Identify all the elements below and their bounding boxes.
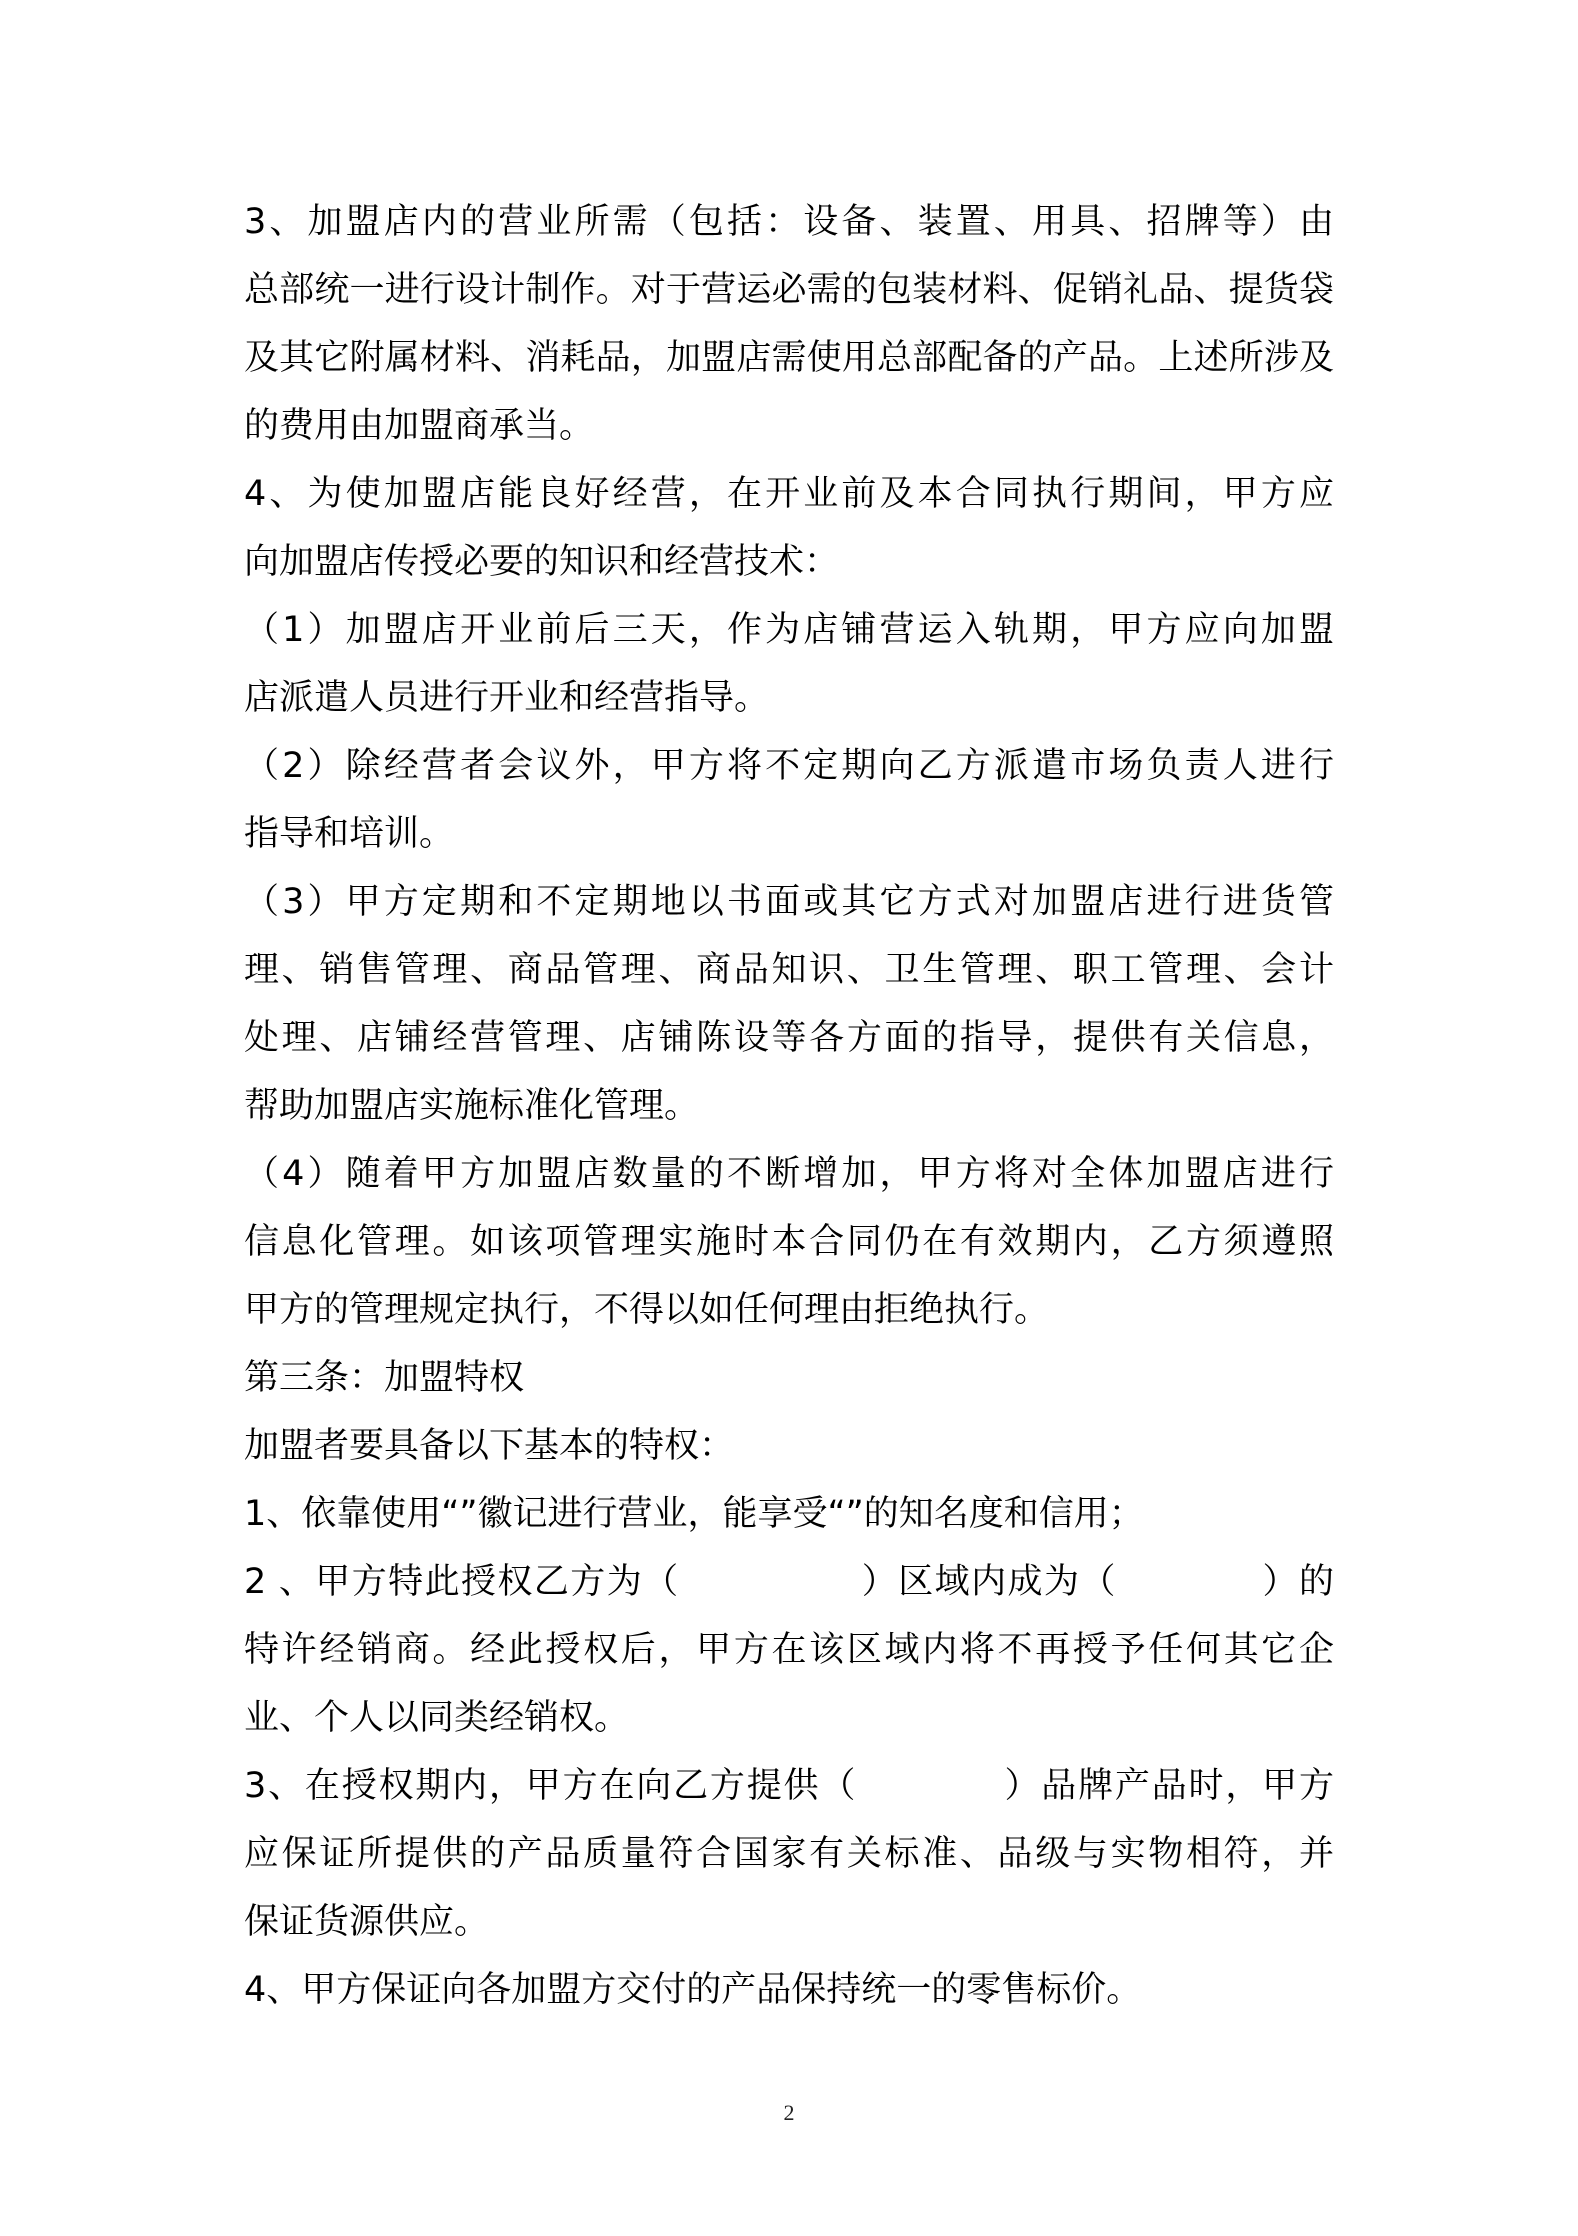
text-line: 3、加盟店内的营业所需（包括：设备、装置、用具、招牌等）由 [244,202,1334,242]
page-number: 2 [783,2100,795,2125]
section-intro: 加盟者要具备以下基本的特权： [244,1426,735,1466]
text-line: 帮助加盟店实施标准化管理。 [244,1086,700,1126]
text-line: 业、个人以同类经销权。 [244,1698,630,1738]
sub-item-2 [244,732,1334,868]
text-line: 总部统一进行设计制作。对于营运必需的包装材料、促销礼品、提货袋 [244,270,1334,310]
clause-item-4 [244,460,1334,596]
privilege-item-3 [244,1752,1334,1956]
text-line: （4）随着甲方加盟店数量的不断增加，甲方将对全体加盟店进行 [244,1154,1334,1194]
privilege-item-1 [244,1480,1334,1548]
text-line: 甲方的管理规定执行，不得以如任何理由拒绝执行。 [244,1290,1050,1330]
text-line: 3、在授权期内，甲方在向乙方提供（ ）品牌产品时，甲方 [244,1766,1334,1806]
text-line: （3）甲方定期和不定期地以书面或其它方式对加盟店进行进货管 [244,882,1334,922]
privilege-item-2 [244,1548,1334,1752]
sub-item-4 [244,1140,1334,1344]
privilege-item-4 [244,1956,1334,2024]
text-line: 向加盟店传授必要的知识和经营技术： [244,542,840,582]
text-line: 4、为使加盟店能良好经营，在开业前及本合同执行期间，甲方应 [244,474,1334,514]
text-line: 指导和培训。 [244,814,455,854]
text-line: （2）除经营者会议外，甲方将不定期向乙方派遣市场负责人进行 [244,746,1334,786]
sub-item-1 [244,596,1334,732]
text-line: 及其它附属材料、消耗品，加盟店需使用总部配备的产品。上述所涉及 [244,338,1334,378]
text-line: 信息化管理。如该项管理实施时本合同仍在有效期内，乙方须遵照 [244,1222,1334,1262]
text-line: 处理、店铺经营管理、店铺陈设等各方面的指导，提供有关信息， [244,1018,1334,1058]
text-line: 保证货源供应。 [244,1902,490,1942]
text-line: 的费用由加盟商承当。 [244,406,595,446]
section-heading: 第三条：加盟特权 [244,1358,525,1398]
text-line: （1）加盟店开业前后三天，作为店铺营运入轨期，甲方应向加盟 [244,610,1334,650]
text-line: 4、甲方保证向各加盟方交付的产品保持统一的零售标价。 [244,1970,1142,2010]
text-line: 特许经销商。经此授权后，甲方在该区域内将不再授予任何其它企 [244,1630,1334,1670]
text-line: 1、依靠使用“”徽记进行营业，能享受“”的知名度和信用； [244,1494,1144,1534]
text-line: 店派遣人员进行开业和经营指导。 [244,678,770,718]
text-line: 理、销售管理、商品管理、商品知识、卫生管理、职工管理、会计 [244,950,1334,990]
text-line: 应保证所提供的产品质量符合国家有关标准、品级与实物相符，并 [244,1834,1334,1874]
text-line: 2 、甲方特此授权乙方为（ ）区域内成为（ ）的 [244,1562,1334,1602]
sub-item-3 [244,868,1334,1140]
clause-item-3 [244,188,1334,460]
document-body [244,188,1334,2024]
